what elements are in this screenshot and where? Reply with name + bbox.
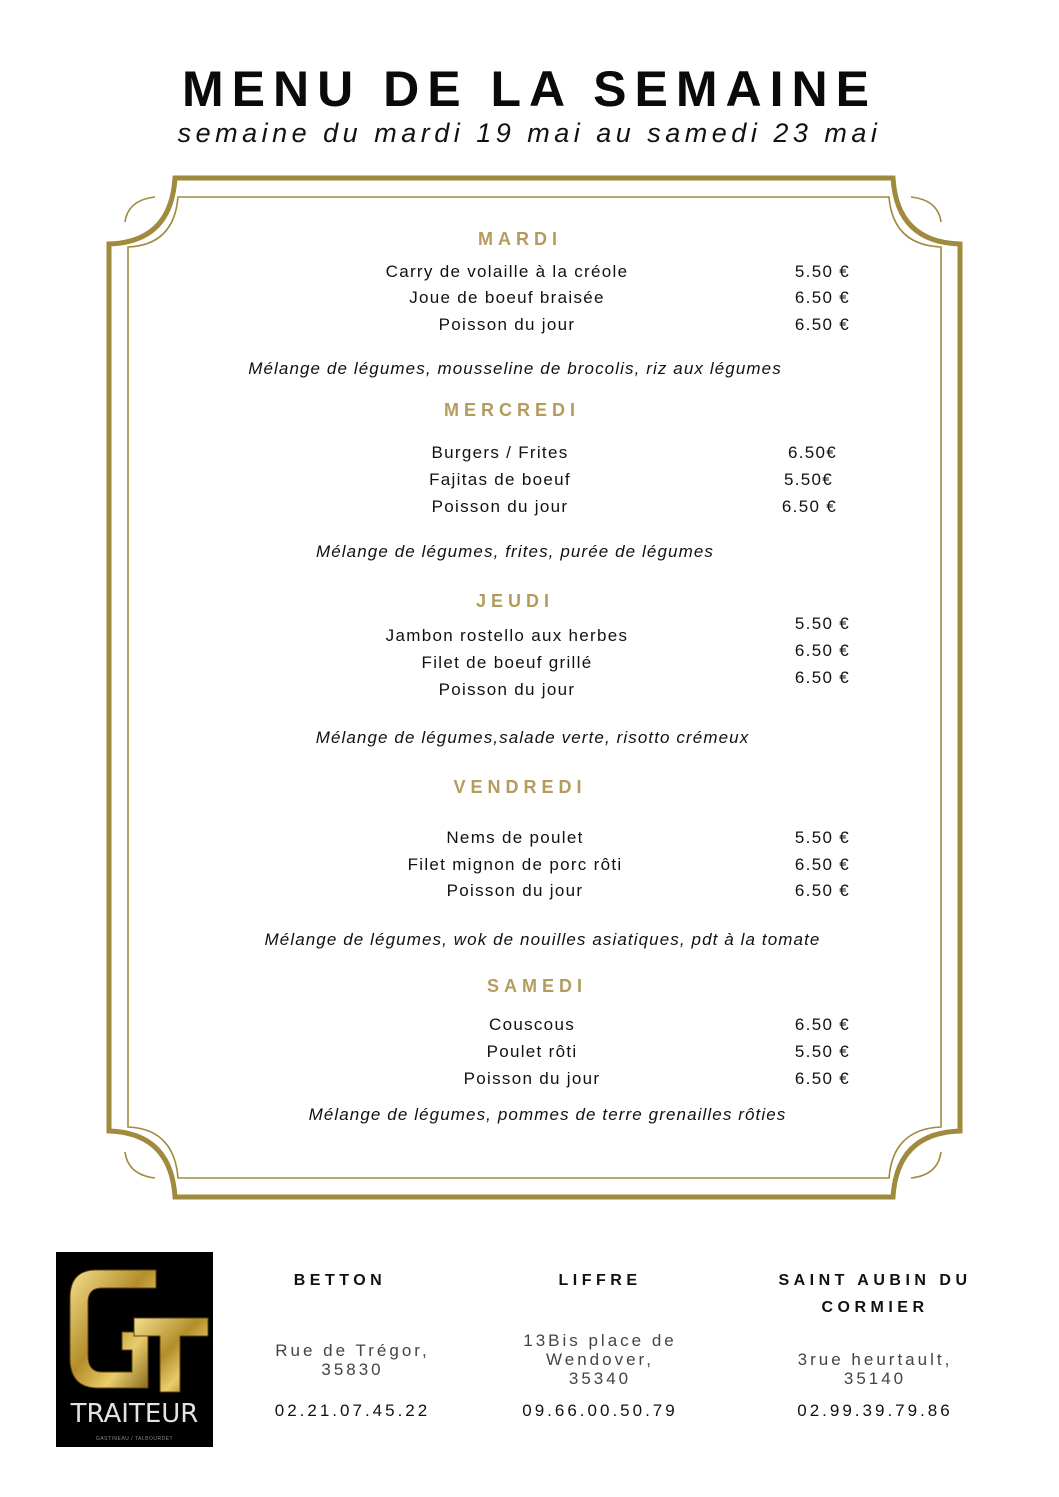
dish-price: 6.50 € [794, 315, 850, 334]
dish-item: Burgers / Frites [431, 443, 569, 462]
side-dishes: Mélange de légumes, mousseline de brocolis, riz aux légumes [248, 359, 782, 378]
address-line: 35140 [843, 1369, 907, 1388]
logo-tagline: GASTINEAU / TALBOURDET [95, 1436, 174, 1442]
location-city-betton: BETTON [293, 1272, 387, 1289]
side-dishes: Mélange de légumes, wok de nouilles asiatiques, pdt à la tomate [264, 930, 821, 949]
dish-price: 6.50 € [794, 1069, 850, 1088]
side-dishes: Mélange de légumes,salade verte, risotto crémeux [315, 728, 750, 747]
dish-price: 6.50 € [794, 881, 850, 900]
dish-item: Poisson du jour [438, 315, 576, 334]
day-heading-vendredi: VENDREDI [453, 777, 587, 797]
dish-item: Poisson du jour [446, 881, 584, 900]
address-line: 35340 [568, 1369, 632, 1388]
dish-item: Couscous [489, 1015, 575, 1034]
dish-item: Poulet rôti [486, 1042, 578, 1061]
dish-price: 5.50 € [794, 614, 850, 633]
dish-item: Carry de volaille à la créole [385, 262, 629, 281]
dish-price: 5.50 € [794, 828, 850, 847]
page-title: MENU DE LA SEMAINE [182, 61, 877, 117]
location-city-liffre: LIFFRE [558, 1272, 642, 1289]
page-subtitle: semaine du mardi 19 mai au samedi 23 mai [177, 118, 882, 148]
location-phone: 02.99.39.79.86 [797, 1401, 953, 1420]
location-phone: 09.66.00.50.79 [522, 1401, 678, 1420]
gt-monogram-icon [56, 1252, 213, 1402]
location-phone: 02.21.07.45.22 [274, 1401, 431, 1420]
dish-item: Nems de poulet [446, 828, 584, 847]
dish-item: Jambon rostello aux herbes [385, 626, 629, 645]
location-address [770, 1350, 980, 1388]
dish-price: 6.50 € [794, 668, 850, 687]
address-line: 35830 [321, 1360, 384, 1379]
brand-logo [56, 1252, 213, 1447]
dish-price: 5.50 € [794, 262, 850, 281]
address-line: Wendover, [546, 1350, 654, 1369]
day-heading-mardi: MARDI [478, 229, 562, 249]
dish-item: Poisson du jour [438, 680, 576, 699]
day-heading-jeudi: JEUDI [475, 591, 554, 611]
dish-item: Filet mignon de porc rôti [407, 855, 623, 874]
dish-item: Poisson du jour [463, 1069, 601, 1088]
dish-price: 6.50 € [794, 1015, 850, 1034]
address-line: 3rue heurtault, [797, 1350, 953, 1369]
dish-item: Fajitas de boeuf [429, 470, 571, 489]
side-dishes: Mélange de légumes, frites, purée de légumes [315, 542, 715, 561]
day-heading-mercredi: MERCREDI [443, 400, 580, 420]
dish-item: Joue de boeuf braisée [409, 288, 605, 307]
dish-price: 6.50 € [794, 641, 850, 660]
dish-price: 5.50€ [783, 470, 833, 489]
dish-price: 6.50 € [794, 855, 850, 874]
dish-price: 6.50 € [781, 497, 837, 516]
dish-price: 6.50 € [794, 288, 850, 307]
dish-price: 5.50 € [794, 1042, 850, 1061]
logo-wordmark: TRAITEUR [70, 1399, 199, 1429]
address-line: Rue de Trégor, [275, 1341, 430, 1360]
day-heading-samedi: SAMEDI [486, 976, 587, 996]
side-dishes: Mélange de légumes, pommes de terre grenailles rôties [308, 1105, 787, 1124]
location-address [500, 1331, 700, 1388]
dish-item: Poisson du jour [431, 497, 569, 516]
address-line: 13Bis place de [523, 1331, 677, 1350]
location-address [255, 1341, 450, 1379]
dish-item: Filet de boeuf grillé [421, 653, 593, 672]
location-city-saint-aubin: SAINT AUBIN DU CORMIER [778, 1272, 972, 1316]
dish-price: 6.50€ [787, 443, 837, 462]
